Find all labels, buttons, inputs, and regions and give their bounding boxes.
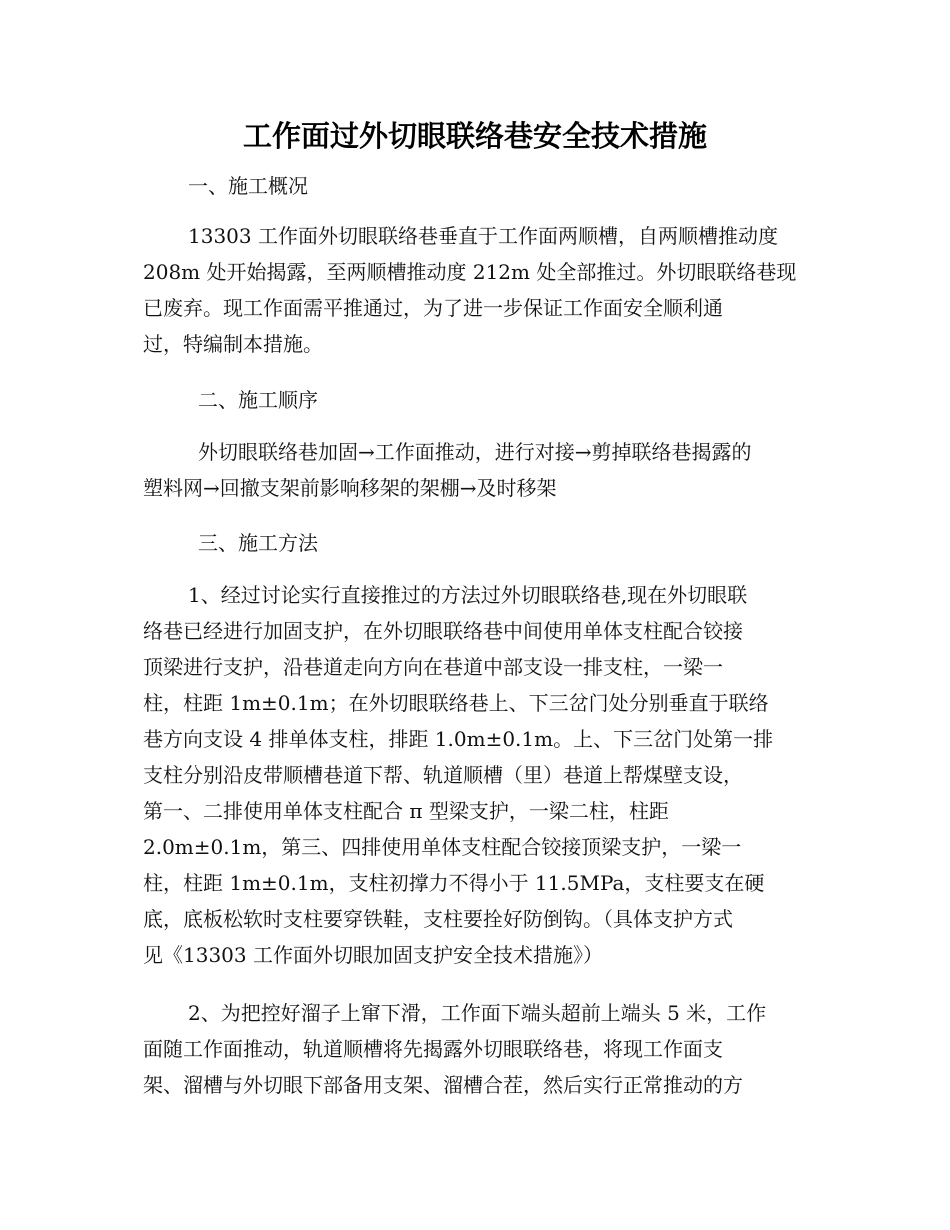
paragraph-line: 顶梁进行支护，沿巷道走向方向在巷道中部支设一排支柱，一梁一 [143, 655, 723, 679]
section-heading: 二、施工顺序 [198, 388, 318, 412]
paragraph-line: 支柱分别沿皮带顺槽巷道下帮、轨道顺槽（里）巷道上帮煤壁支设， [143, 763, 743, 787]
paragraph-line: 2、为把控好溜子上窜下滑，工作面下端头超前上端头 5 米，工作 [188, 1001, 767, 1025]
paragraph-line: 13303 工作面外切眼联络巷垂直于工作面两顺槽，自两顺槽推动度 [188, 224, 778, 248]
paragraph-line: 见《13303 工作面外切眼加固支护安全技术措施》） [143, 943, 603, 967]
paragraph-line: 过，特编制本措施。 [143, 332, 323, 356]
section-heading: 一、施工概况 [188, 174, 308, 198]
paragraph-line: 巷方向支设 4 排单体支柱，排距 1.0m±0.1m。上、下三岔门处第一排 [143, 727, 774, 751]
document-title: 工作面过外切眼联络巷安全技术措施 [242, 119, 707, 153]
paragraph-line: 塑料网→回撤支架前影响移架的架棚→及时移架 [143, 476, 557, 500]
paragraph-line: 架、溜槽与外切眼下部备用支架、溜槽合茬，然后实行正常推动的方 [143, 1073, 743, 1097]
paragraph-line: 2.0m±0.1m，第三、四排使用单体支柱配合铰接顶梁支护，一梁一 [143, 835, 742, 859]
paragraph-line: 外切眼联络巷加固→工作面推动，进行对接→剪掉联络巷揭露的 [198, 440, 752, 464]
paragraph-line: 已废弃。现工作面需平推通过，为了进一步保证工作面安全顺利通 [143, 296, 723, 320]
paragraph-line: 柱，柱距 1m±0.1m，支柱初撑力不得小于 11.5MPa，支柱要支在硬 [143, 871, 765, 895]
paragraph-line: 面随工作面推动，轨道顺槽将先揭露外切眼联络巷，将现工作面支 [143, 1037, 723, 1061]
paragraph-line: 第一、二排使用单体支柱配合 π 型梁支护，一梁二柱，柱距 [143, 799, 669, 823]
paragraph-line: 208m 处开始揭露，至两顺槽推动度 212m 处全部推过。外切眼联络巷现 [143, 260, 797, 284]
paragraph-line: 络巷已经进行加固支护，在外切眼联络巷中间使用单体支柱配合铰接 [143, 619, 743, 643]
section-heading: 三、施工方法 [198, 531, 318, 555]
paragraph-line: 柱，柱距 1m±0.1m；在外切眼联络巷上、下三岔门处分别垂直于联络 [143, 691, 769, 715]
paragraph-line: 底，底板松软时支柱要穿铁鞋，支柱要拴好防倒钩。（具体支护方式 [143, 907, 733, 931]
paragraph-line: 1、经过讨论实行直接推过的方法过外切眼联络巷,现在外切眼联 [188, 583, 748, 607]
